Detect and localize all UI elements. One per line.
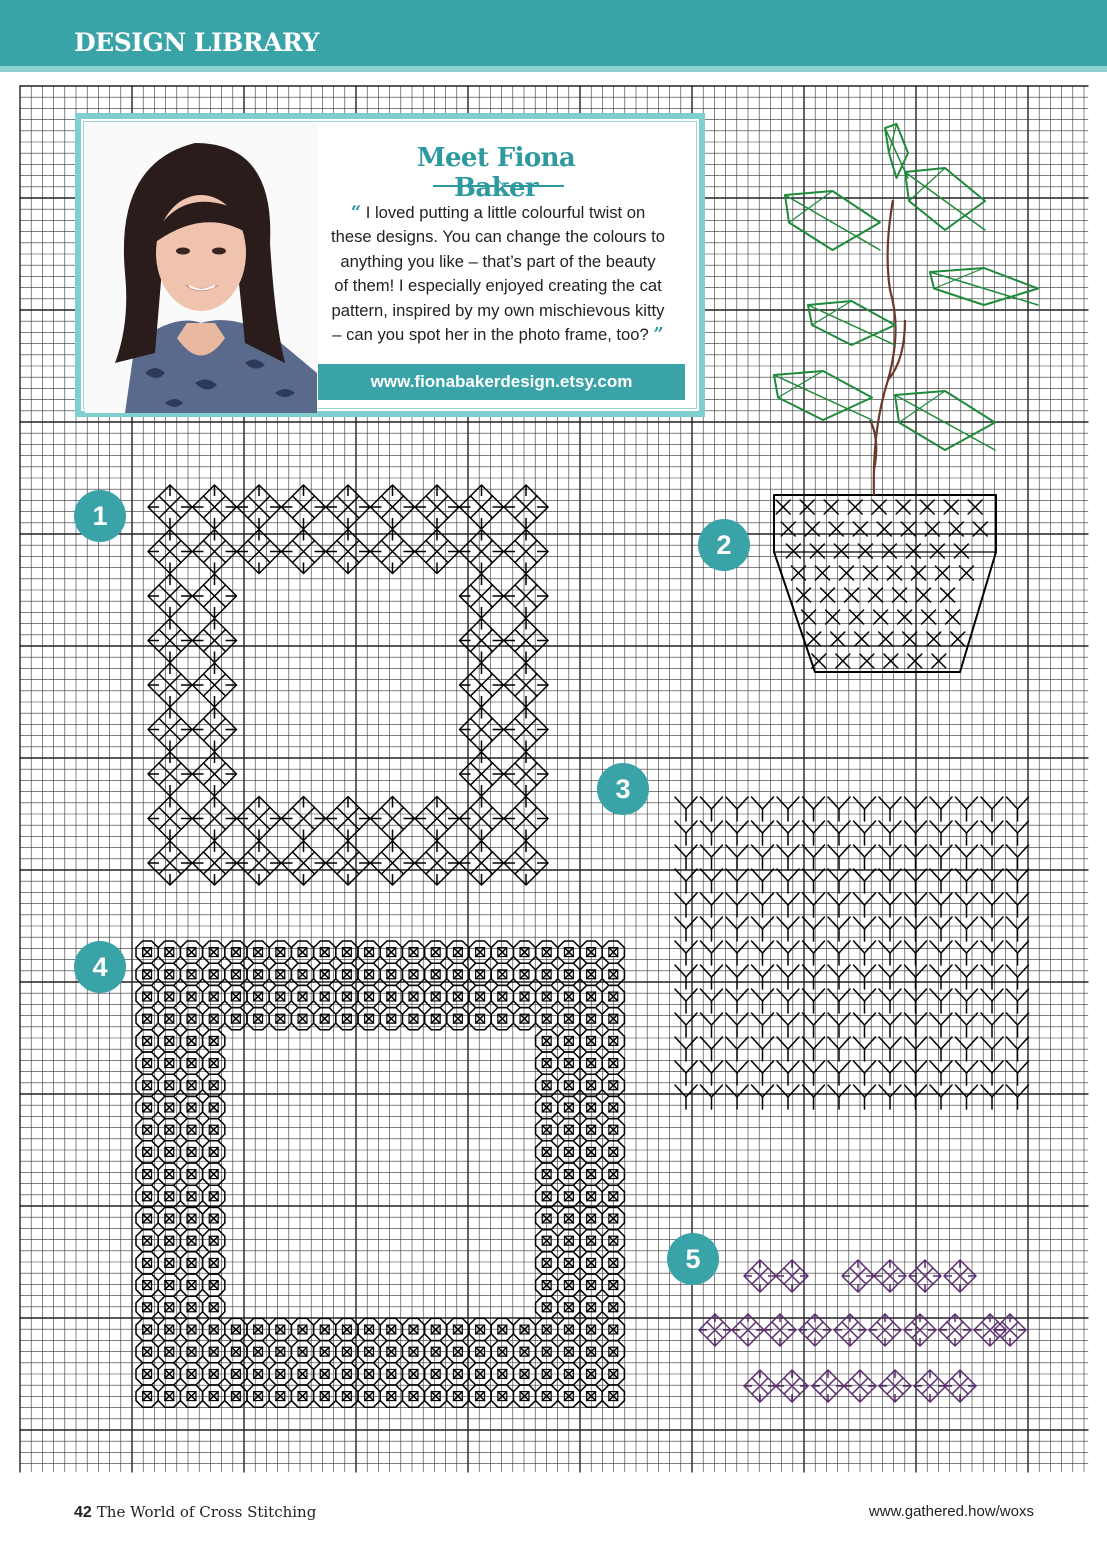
chart-3-stitch	[890, 845, 901, 857]
chart-4-number-badge: 4	[74, 941, 126, 993]
quote-line: anything you like – that’s part of the beauty	[340, 251, 656, 271]
chart-3-stitch	[712, 917, 723, 929]
chart-3-stitch	[854, 869, 865, 881]
chart-3-stitch	[737, 821, 748, 833]
chart-3-stitch	[854, 989, 865, 1001]
chart-3-stitch	[905, 1061, 916, 1073]
section-title: DESIGN LIBRARY	[74, 28, 319, 57]
chart-3-stitch	[752, 1085, 763, 1097]
designer-quote	[313, 201, 683, 347]
chart-3-stitch	[930, 1061, 941, 1073]
chart-3-stitch	[763, 941, 774, 953]
chart-3-stitch	[930, 821, 941, 833]
chart-3-stitch	[930, 893, 941, 905]
chart-3-stitch	[1007, 821, 1018, 833]
chart-3-stitch	[777, 1013, 788, 1025]
title-rule	[504, 185, 564, 187]
chart-3-stitch	[752, 845, 763, 857]
chart-3-stitch	[905, 917, 916, 929]
chart-3-stitch	[752, 1037, 763, 1049]
chart-3-stitch	[788, 821, 799, 833]
chart-3-stitch	[941, 1061, 952, 1073]
chart-3-stitch	[777, 917, 788, 929]
chart-3-stitch	[941, 1037, 952, 1049]
chart-3-stitch	[752, 821, 763, 833]
chart-3-stitch	[788, 917, 799, 929]
chart-3-stitch	[930, 869, 941, 881]
chart-3-stitch	[916, 941, 927, 953]
chart-3-stitch	[865, 893, 876, 905]
chart-3-stitch	[839, 1037, 850, 1049]
chart-3-stitch	[879, 1061, 890, 1073]
chart-3-stitch	[890, 893, 901, 905]
chart-3-stitch	[981, 893, 992, 905]
chart-1-number-badge: 1	[74, 490, 126, 542]
chart-3-stitch	[763, 917, 774, 929]
chart-3-stitch	[752, 1061, 763, 1073]
chart-3-stitch	[737, 1037, 748, 1049]
chart-3-stitch	[1018, 869, 1029, 881]
chart-3-stitch	[752, 869, 763, 881]
chart-3-stitch	[788, 893, 799, 905]
chart-3-stitch	[752, 941, 763, 953]
chart-5-number-badge: 5	[667, 1233, 719, 1285]
chart-3-stitch	[865, 917, 876, 929]
chart-3-stitch	[737, 1061, 748, 1073]
chart-3-stitch	[930, 1013, 941, 1025]
chart-3-stitch	[981, 1061, 992, 1073]
quote-line: these designs. You can change the colours to	[331, 227, 665, 247]
chart-3-stitch	[726, 1061, 737, 1073]
quote-line: – can you spot her in the photo frame, too? ”	[332, 324, 664, 346]
title-rule	[433, 185, 495, 187]
chart-3-stitch	[712, 989, 723, 1001]
chart-3-stitch	[712, 821, 723, 833]
chart-3-stitch	[916, 1061, 927, 1073]
chart-3-stitch	[839, 1061, 850, 1073]
chart-3-stitch	[916, 893, 927, 905]
chart-3-stitch	[777, 821, 788, 833]
chart-3-stitch	[701, 893, 712, 905]
chart-3-stitch	[905, 893, 916, 905]
chart-3-arrow-fill	[675, 797, 1029, 1109]
chart-3-number-badge: 3	[597, 763, 649, 815]
chart-3-stitch	[701, 1037, 712, 1049]
chart-3-stitch	[712, 941, 723, 953]
chart-3-stitch	[1007, 1085, 1018, 1097]
quote-line: pattern, inspired by my own mischievous kitty	[331, 300, 665, 320]
chart-3-stitch	[839, 941, 850, 953]
chart-3-stitch	[905, 941, 916, 953]
chart-3-stitch	[777, 1061, 788, 1073]
chart-3-stitch	[726, 941, 737, 953]
chart-3-stitch	[737, 869, 748, 881]
chart-3-stitch	[992, 893, 1003, 905]
chart-3-stitch	[1018, 821, 1029, 833]
chart-3-stitch	[788, 989, 799, 1001]
chart-3-stitch	[788, 1085, 799, 1097]
chart-3-stitch	[752, 989, 763, 1001]
chart-3-stitch	[905, 845, 916, 857]
chart-3-stitch	[726, 1037, 737, 1049]
chart-3-stitch	[1007, 941, 1018, 953]
chart-3-stitch	[879, 1085, 890, 1097]
chart-3-stitch	[854, 941, 865, 953]
chart-3-stitch	[788, 941, 799, 953]
chart-3-stitch	[865, 1061, 876, 1073]
chart-3-stitch	[941, 893, 952, 905]
chart-3-stitch	[777, 893, 788, 905]
chart-3-stitch	[992, 845, 1003, 857]
quote-line: “ I loved putting a little colourful twist on	[350, 202, 646, 223]
chart-2-number-badge: 2	[698, 519, 750, 571]
chart-3-stitch	[712, 893, 723, 905]
chart-3-stitch	[1007, 893, 1018, 905]
chart-3-stitch	[763, 1061, 774, 1073]
designer-profile-box	[75, 113, 705, 417]
chart-3-stitch	[992, 917, 1003, 929]
chart-3-stitch	[839, 869, 850, 881]
chart-3-stitch	[981, 917, 992, 929]
chart-3-stitch	[941, 1013, 952, 1025]
chart-3-stitch	[839, 989, 850, 1001]
chart-3-stitch	[865, 845, 876, 857]
chart-3-stitch	[941, 917, 952, 929]
open-quote-icon: “	[350, 202, 362, 223]
chart-3-stitch	[788, 1037, 799, 1049]
chart-2-leaf-vein	[808, 305, 895, 345]
chart-3-stitch	[930, 917, 941, 929]
chart-3-stitch	[726, 893, 737, 905]
chart-3-stitch	[930, 845, 941, 857]
chart-3-stitch	[930, 1085, 941, 1097]
chart-3-stitch	[879, 1037, 890, 1049]
chart-3-stitch	[726, 917, 737, 929]
chart-3-stitch	[1018, 1037, 1029, 1049]
chart-3-stitch	[890, 917, 901, 929]
chart-3-stitch	[916, 1037, 927, 1049]
chart-3-stitch	[737, 1013, 748, 1025]
chart-3-stitch	[737, 845, 748, 857]
chart-3-stitch	[763, 821, 774, 833]
chart-3-stitch	[1018, 1061, 1029, 1073]
chart-3-stitch	[839, 821, 850, 833]
chart-3-stitch	[879, 989, 890, 1001]
magazine-title: The World of Cross Stitching	[96, 1503, 317, 1521]
chart-3-stitch	[916, 1013, 927, 1025]
chart-3-stitch	[992, 1013, 1003, 1025]
chart-3-stitch	[839, 845, 850, 857]
chart-3-stitch	[712, 1061, 723, 1073]
chart-3-stitch	[992, 1037, 1003, 1049]
chart-3-stitch	[1018, 1013, 1029, 1025]
chart-3-stitch	[890, 1013, 901, 1025]
chart-3-stitch	[879, 893, 890, 905]
chart-3-stitch	[916, 845, 927, 857]
chart-3-stitch	[737, 1085, 748, 1097]
chart-3-stitch	[890, 989, 901, 1001]
chart-3-stitch	[854, 821, 865, 833]
chart-3-stitch	[726, 845, 737, 857]
chart-3-stitch	[726, 1085, 737, 1097]
chart-2-leaf-vein	[789, 191, 833, 223]
chart-3-stitch	[890, 869, 901, 881]
chart-3-stitch	[916, 917, 927, 929]
chart-3-stitch	[701, 1061, 712, 1073]
chart-3-stitch	[726, 989, 737, 1001]
chart-3-stitch	[981, 1013, 992, 1025]
chart-3-stitch	[981, 989, 992, 1001]
chart-3-stitch	[1007, 1037, 1018, 1049]
chart-3-stitch	[701, 869, 712, 881]
chart-3-stitch	[981, 845, 992, 857]
chart-3-stitch	[701, 941, 712, 953]
chart-3-stitch	[777, 869, 788, 881]
chart-3-stitch	[1007, 845, 1018, 857]
chart-3-stitch	[905, 1085, 916, 1097]
chart-3-stitch	[1018, 941, 1029, 953]
chart-3-stitch	[788, 869, 799, 881]
chart-3-stitch	[890, 1037, 901, 1049]
chart-2-leaf-vein	[905, 172, 985, 230]
portrait-photo	[85, 123, 317, 413]
chart-3-stitch	[712, 869, 723, 881]
chart-3-stitch	[1018, 917, 1029, 929]
chart-2-leaf-vein	[930, 272, 1038, 305]
chart-3-stitch	[890, 941, 901, 953]
close-quote-icon: ”	[653, 324, 664, 346]
chart-3-stitch	[737, 989, 748, 1001]
chart-3-stitch	[890, 1061, 901, 1073]
chart-3-stitch	[788, 845, 799, 857]
chart-3-stitch	[712, 1013, 723, 1025]
chart-3-stitch	[941, 1085, 952, 1097]
chart-3-stitch	[865, 869, 876, 881]
chart-3-stitch	[905, 821, 916, 833]
chart-3-stitch	[854, 917, 865, 929]
chart-2-stem	[870, 200, 905, 495]
chart-3-stitch	[712, 845, 723, 857]
chart-3-stitch	[839, 893, 850, 905]
quote-line: of them! I especially enjoyed creating the cat	[334, 276, 662, 296]
chart-3-stitch	[854, 1061, 865, 1073]
chart-3-stitch	[930, 1037, 941, 1049]
chart-3-stitch	[992, 1061, 1003, 1073]
chart-3-stitch	[905, 1037, 916, 1049]
chart-2-leaf-vein	[785, 195, 880, 250]
chart-3-stitch	[916, 821, 927, 833]
chart-3-stitch	[777, 941, 788, 953]
chart-4-cross-frame	[136, 941, 624, 1407]
chart-3-stitch	[879, 821, 890, 833]
chart-3-stitch	[890, 1085, 901, 1097]
chart-3-stitch	[930, 941, 941, 953]
chart-3-stitch	[763, 1013, 774, 1025]
chart-3-stitch	[839, 1013, 850, 1025]
chart-3-stitch	[854, 1037, 865, 1049]
chart-3-stitch	[1007, 869, 1018, 881]
chart-3-stitch	[1018, 989, 1029, 1001]
chart-3-stitch	[865, 821, 876, 833]
chart-3-stitch	[916, 989, 927, 1001]
chart-3-stitch	[941, 989, 952, 1001]
chart-3-stitch	[916, 1085, 927, 1097]
chart-3-stitch	[905, 869, 916, 881]
chart-3-stitch	[788, 1061, 799, 1073]
chart-3-stitch	[865, 989, 876, 1001]
page-number: 42	[74, 1504, 92, 1521]
chart-3-stitch	[726, 1013, 737, 1025]
chart-3-stitch	[777, 989, 788, 1001]
chart-3-stitch	[726, 821, 737, 833]
chart-3-stitch	[941, 845, 952, 857]
chart-3-stitch	[1007, 1013, 1018, 1025]
chart-3-stitch	[879, 917, 890, 929]
chart-3-stitch	[701, 1013, 712, 1025]
chart-3-stitch	[737, 941, 748, 953]
chart-3-stitch	[992, 989, 1003, 1001]
chart-3-stitch	[737, 893, 748, 905]
chart-3-stitch	[701, 845, 712, 857]
chart-3-stitch	[701, 821, 712, 833]
chart-3-stitch	[854, 893, 865, 905]
chart-3-stitch	[854, 845, 865, 857]
chart-3-stitch	[879, 845, 890, 857]
chart-3-stitch	[777, 1085, 788, 1097]
chart-3-stitch	[879, 869, 890, 881]
chart-3-stitch	[865, 941, 876, 953]
chart-3-stitch	[752, 917, 763, 929]
chart-3-stitch	[788, 1013, 799, 1025]
chart-3-stitch	[839, 917, 850, 929]
chart-3-stitch	[763, 989, 774, 1001]
chart-3-stitch	[865, 1037, 876, 1049]
chart-3-stitch	[1018, 845, 1029, 857]
chart-3-stitch	[879, 1013, 890, 1025]
chart-3-stitch	[981, 941, 992, 953]
chart-3-stitch	[763, 1085, 774, 1097]
chart-3-stitch	[763, 869, 774, 881]
chart-3-stitch	[752, 1013, 763, 1025]
chart-3-stitch	[941, 821, 952, 833]
chart-3-stitch	[879, 941, 890, 953]
footer-publication	[74, 1503, 316, 1522]
chart-3-stitch	[1007, 1061, 1018, 1073]
chart-3-stitch	[1018, 893, 1029, 905]
designer-website-link[interactable]: www.fionabakerdesign.etsy.com	[318, 364, 685, 400]
chart-2-leaf-vein	[899, 391, 945, 423]
chart-3-stitch	[992, 941, 1003, 953]
chart-3-stitch	[712, 1085, 723, 1097]
chart-3-stitch	[992, 869, 1003, 881]
chart-2-leaf-vein	[774, 375, 872, 420]
chart-3-stitch	[777, 845, 788, 857]
chart-3-stitch	[763, 845, 774, 857]
chart-3-stitch	[992, 1085, 1003, 1097]
chart-3-stitch	[1007, 989, 1018, 1001]
chart-3-stitch	[981, 869, 992, 881]
profile-title: Meet Fiona Baker	[416, 143, 576, 203]
chart-3-stitch	[854, 1085, 865, 1097]
chart-3-stitch	[701, 917, 712, 929]
chart-3-stitch	[865, 1085, 876, 1097]
chart-3-stitch	[941, 869, 952, 881]
chart-3-stitch	[981, 1085, 992, 1097]
chart-3-stitch	[763, 893, 774, 905]
chart-3-stitch	[981, 821, 992, 833]
chart-3-stitch	[1018, 1085, 1029, 1097]
chart-3-stitch	[1007, 917, 1018, 929]
chart-3-stitch	[839, 1085, 850, 1097]
chart-3-stitch	[752, 893, 763, 905]
chart-3-stitch	[777, 1037, 788, 1049]
chart-3-stitch	[981, 1037, 992, 1049]
chart-3-stitch	[905, 989, 916, 1001]
chart-3-stitch	[712, 1037, 723, 1049]
chart-3-stitch	[701, 1085, 712, 1097]
chart-3-stitch	[865, 1013, 876, 1025]
chart-3-stitch	[930, 989, 941, 1001]
chart-3-stitch	[941, 941, 952, 953]
chart-3-stitch	[726, 869, 737, 881]
chart-3-stitch	[905, 1013, 916, 1025]
chart-3-stitch	[890, 821, 901, 833]
footer-url: www.gathered.how/woxs	[868, 1503, 1034, 1520]
chart-3-stitch	[701, 989, 712, 1001]
chart-3-stitch	[916, 869, 927, 881]
chart-3-stitch	[737, 917, 748, 929]
chart-3-stitch	[854, 1013, 865, 1025]
chart-3-stitch	[763, 1037, 774, 1049]
chart-3-stitch	[992, 821, 1003, 833]
